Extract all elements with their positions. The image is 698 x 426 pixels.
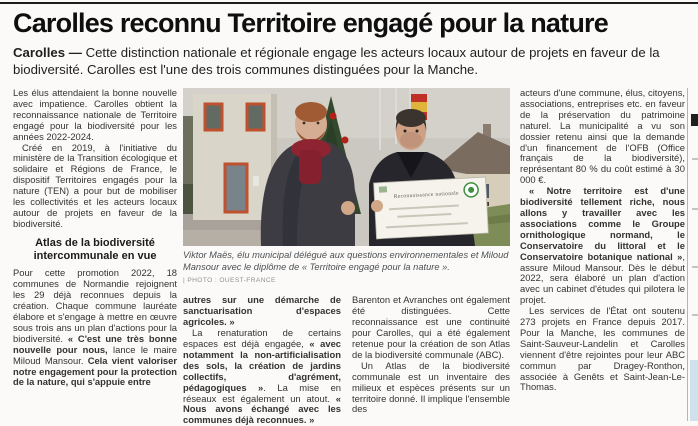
article-center-block [183,88,510,426]
paragraph: acteurs d'une commune, élus, citoyens, associations, entreprises etc. en faveur de la préservation du patrimoine naturel. La municipalité a vu son dossier retenu ainsi que la demande d'un financement de l'OFB (Office français de la biodiversité), représentant 80 % du coût estimé à 30 000 €. [520,88,685,186]
paragraph: Pour cette promotion 2022, 18 communes de Normandie rejoignent les 29 déjà reconnues depuis la création. Chaque commune lauréate élabore et s'engage à mettre en œuvre sous trois ans un plan d'actions pour la biodiversité. « C'est une très bonne nouvelle pour nous, lance le maire Miloud Mansour. Cela vient valoriser notre engagement pour la protection de la nature, qui s'appuie entre [13,267,177,388]
article-photo [183,88,510,246]
certificate-title: Reconnaissance nationale [393,190,460,200]
photo-credit: | PHOTO : OUEST-FRANCE [183,276,276,284]
section-crosshead: Atlas de la biodiversité intercommunale en vue [33,236,157,262]
paragraph: Créé en 2019, à l'initiative du ministère de la Transition écologique et solidaire et Régions de France, le dispositif Territoires engagés pour la nature (TEN) a pour but de mobiliser les collectivités et les acteurs locaux autour de projets en faveur de la biodiversité. [13,141,177,229]
paragraph: autres sur une démarche de sanctuarisation d'espaces agricoles. » [183,295,341,328]
paragraph: Les élus attendaient la bonne nouvelle avec impatience. Carolles obtient la reconnaissance nationale de Territoire engagé pour la biodiversité pour les années 2022-2024. [13,88,177,142]
text-fragment [692,158,698,160]
text-fragment [692,266,698,268]
text-fragment [692,208,698,210]
article-headline: Carolles reconnu Territoire engagé pour la nature [13,8,608,38]
photo-caption [183,250,510,286]
article-column-2 [183,295,341,426]
adjacent-column-sliver [687,88,698,421]
photo-caption-text: Viktor Maës, élu municipal délégué aux questions environnementales et Miloud Mansour avec le diplôme de « Territoire engagé pour la nature ». [183,250,509,272]
top-rule [0,2,698,4]
adjacent-column-highlight-box [690,360,698,421]
adjacent-column-rule-fragment [691,114,698,126]
article-column-3 [352,295,510,426]
article-column-1 [13,88,177,421]
article-lead: Carolles — Cette distinction nationale et régionale engage les acteurs locaux autour de projets en faveur de la biodiversité. Carolles est l'une des trois communes distinguées pour la Manche. [13,45,660,77]
article-column-4 [520,88,685,421]
text-fragment [692,314,698,316]
certificate [374,177,489,239]
sub-columns [183,295,510,426]
paragraph: « Notre territoire est d'une biodiversité tellement riche, nous allons y travailler avec les associations comme le Groupe ornithologique normand, le Conservatoire du littoral et le Conservatoire botanique national », assure Miloud Mansour. Dès le début 2022, sera élaboré un plan d'action avec un cabinet d'études qui pilotera le projet. [520,185,685,306]
paragraph: Les services de l'État ont soutenu 273 projets en France depuis 2017. Pour la Manche, les communes de Saint-Sauveur-Landelin et Carolles viennent d'être rejointes pour leur ABC commun par Dragey-Ronthon, associée à Genêts et Saint-Jean-Le-Thomas. [520,305,685,393]
paragraph: La renaturation de certains espaces est déjà engagée, « avec notamment la non-artificialisation des sols, la création de jardins collectifs, d'agrément, pédagogiques ». La mise en réseaux est également un atout. « Nous avons échangé avec les communes déjà reconnues. » [183,327,341,426]
photo-illustration [183,88,510,246]
paragraph: Un Atlas de la biodiversité communale est un inventaire des milieux et espèces présents sur un territoire donné. Il implique l'ensemble des [352,359,510,415]
paragraph: Barenton et Avranches ont également été distinguées. Cette reconnaissance est une continuité pour Carolles, qui a été également retenue pour la création de son Atlas de la biodiversité communale (ABC). [352,295,510,360]
